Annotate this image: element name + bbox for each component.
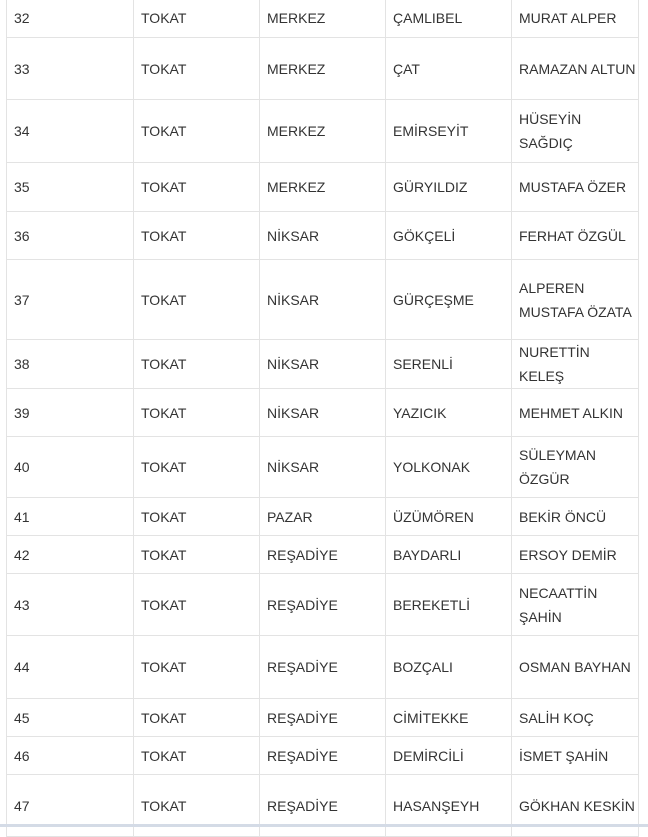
district-cell: MERKEZ bbox=[260, 163, 386, 212]
district-cell: NİKSAR bbox=[260, 260, 386, 340]
row-number-cell: 43 bbox=[7, 574, 134, 636]
village-cell: BOZÇALI bbox=[386, 636, 512, 699]
headman-name-cell: MURAT ALPER bbox=[512, 0, 639, 38]
table-container bbox=[6, 0, 638, 837]
table-row bbox=[7, 636, 639, 699]
village-cell: DEMİRCİLİ bbox=[386, 737, 512, 775]
province-cell: TOKAT bbox=[134, 38, 260, 100]
headman-name-cell: MEHMET ALKIN bbox=[512, 389, 639, 437]
village-cell: ÇAMLIBEL bbox=[386, 0, 512, 38]
district-cell: MERKEZ bbox=[260, 38, 386, 100]
village-cell: HASANŞEYH bbox=[386, 775, 512, 837]
row-number-cell: 44 bbox=[7, 636, 134, 699]
province-cell: TOKAT bbox=[134, 100, 260, 163]
table-row bbox=[7, 574, 639, 636]
table-row bbox=[7, 340, 639, 389]
province-cell: TOKAT bbox=[134, 260, 260, 340]
district-cell: PAZAR bbox=[260, 498, 386, 536]
province-cell: TOKAT bbox=[134, 498, 260, 536]
headman-name-cell: NECAATTİN ŞAHİN bbox=[512, 574, 639, 636]
province-cell: TOKAT bbox=[134, 636, 260, 699]
province-cell: TOKAT bbox=[134, 389, 260, 437]
district-cell: REŞADİYE bbox=[260, 636, 386, 699]
headman-name-cell: NURETTİN KELEŞ bbox=[512, 340, 639, 389]
village-cell: SERENLİ bbox=[386, 340, 512, 389]
table-row bbox=[7, 775, 639, 837]
district-cell: REŞADİYE bbox=[260, 536, 386, 574]
table-row bbox=[7, 437, 639, 498]
province-cell: TOKAT bbox=[134, 536, 260, 574]
row-number-cell: 32 bbox=[7, 0, 134, 38]
row-number-cell: 37 bbox=[7, 260, 134, 340]
headman-name-cell: BEKİR ÖNCÜ bbox=[512, 498, 639, 536]
headman-name-cell: SÜLEYMAN ÖZGÜR bbox=[512, 437, 639, 498]
headman-name-cell: ERSOY DEMİR bbox=[512, 536, 639, 574]
village-cell: BEREKETLİ bbox=[386, 574, 512, 636]
table-row bbox=[7, 0, 639, 38]
district-cell: REŞADİYE bbox=[260, 737, 386, 775]
headman-name-cell: ALPEREN MUSTAFA ÖZATA bbox=[512, 260, 639, 340]
headman-name-cell: RAMAZAN ALTUN bbox=[512, 38, 639, 100]
village-cell: YAZICIK bbox=[386, 389, 512, 437]
row-number-cell: 34 bbox=[7, 100, 134, 163]
row-number-cell: 42 bbox=[7, 536, 134, 574]
headman-name-cell: MUSTAFA ÖZER bbox=[512, 163, 639, 212]
row-number-cell: 35 bbox=[7, 163, 134, 212]
table-row bbox=[7, 163, 639, 212]
village-cell: GÜRÇEŞME bbox=[386, 260, 512, 340]
table-row bbox=[7, 699, 639, 737]
province-cell: TOKAT bbox=[134, 737, 260, 775]
row-number-cell: 46 bbox=[7, 737, 134, 775]
district-cell: REŞADİYE bbox=[260, 574, 386, 636]
headman-name-cell: İSMET ŞAHİN bbox=[512, 737, 639, 775]
district-cell: NİKSAR bbox=[260, 389, 386, 437]
province-cell: TOKAT bbox=[134, 340, 260, 389]
village-cell: ÇAT bbox=[386, 38, 512, 100]
row-number-cell: 38 bbox=[7, 340, 134, 389]
province-cell: TOKAT bbox=[134, 574, 260, 636]
district-cell: NİKSAR bbox=[260, 212, 386, 260]
headman-name-cell: FERHAT ÖZGÜL bbox=[512, 212, 639, 260]
province-cell: TOKAT bbox=[134, 163, 260, 212]
row-number-cell: 47 bbox=[7, 775, 134, 837]
row-number-cell: 39 bbox=[7, 389, 134, 437]
table-row bbox=[7, 212, 639, 260]
province-cell: TOKAT bbox=[134, 0, 260, 38]
district-cell: MERKEZ bbox=[260, 100, 386, 163]
province-cell: TOKAT bbox=[134, 212, 260, 260]
row-number-cell: 41 bbox=[7, 498, 134, 536]
district-cell: NİKSAR bbox=[260, 437, 386, 498]
muhtar-table bbox=[6, 0, 639, 837]
village-cell: GÜRYILDIZ bbox=[386, 163, 512, 212]
row-number-cell: 33 bbox=[7, 38, 134, 100]
table-row bbox=[7, 260, 639, 340]
village-cell: GÖKÇELİ bbox=[386, 212, 512, 260]
table-row bbox=[7, 100, 639, 163]
headman-name-cell: OSMAN BAYHAN bbox=[512, 636, 639, 699]
table-row bbox=[7, 389, 639, 437]
district-cell: NİKSAR bbox=[260, 340, 386, 389]
row-number-cell: 45 bbox=[7, 699, 134, 737]
row-number-cell: 36 bbox=[7, 212, 134, 260]
province-cell: TOKAT bbox=[134, 437, 260, 498]
province-cell: TOKAT bbox=[134, 775, 260, 837]
headman-name-cell: SALİH KOÇ bbox=[512, 699, 639, 737]
village-cell: ÜZÜMÖREN bbox=[386, 498, 512, 536]
row-number-cell: 40 bbox=[7, 437, 134, 498]
table-row bbox=[7, 38, 639, 100]
district-cell: REŞADİYE bbox=[260, 775, 386, 837]
village-cell: CİMİTEKKE bbox=[386, 699, 512, 737]
province-cell: TOKAT bbox=[134, 699, 260, 737]
village-cell: YOLKONAK bbox=[386, 437, 512, 498]
headman-name-cell: HÜSEYİN SAĞDIÇ bbox=[512, 100, 639, 163]
table-body bbox=[7, 0, 639, 837]
district-cell: MERKEZ bbox=[260, 0, 386, 38]
village-cell: BAYDARLI bbox=[386, 536, 512, 574]
district-cell: REŞADİYE bbox=[260, 699, 386, 737]
village-cell: EMİRSEYİT bbox=[386, 100, 512, 163]
table-row bbox=[7, 536, 639, 574]
table-row bbox=[7, 498, 639, 536]
table-row bbox=[7, 737, 639, 775]
headman-name-cell: GÖKHAN KESKİN bbox=[512, 775, 639, 837]
